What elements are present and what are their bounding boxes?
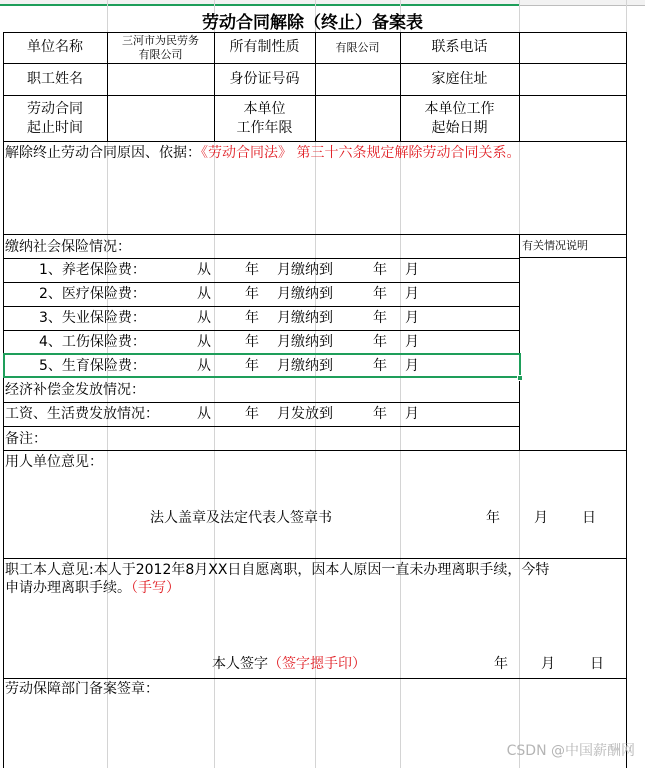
unit-name-value-line1[interactable]: 三河市为民劳务 bbox=[122, 34, 199, 47]
employer-opinion-label: 用人单位意见： bbox=[5, 454, 103, 470]
year-text: 年 bbox=[245, 262, 259, 278]
column-selection-indicator bbox=[0, 4, 520, 6]
border bbox=[3, 678, 626, 679]
wage-name: 工资、生活费发放情况： bbox=[5, 406, 159, 422]
from-text: 从 bbox=[197, 286, 211, 302]
phone-value[interactable] bbox=[520, 34, 625, 62]
employee-signature-label: 本人签字 bbox=[212, 656, 268, 672]
insurance-name: 2、医疗保险费： bbox=[39, 286, 146, 302]
border bbox=[3, 426, 520, 427]
year-text: 年 bbox=[373, 310, 387, 326]
from-text: 从 bbox=[197, 406, 211, 422]
termination-reason-basis: 《劳动合同法》 第三十六条规定解除劳动合同关系。 bbox=[201, 145, 521, 161]
month-paid-to-text: 月缴纳到 bbox=[277, 358, 333, 374]
ownership-value[interactable]: 有限公司 bbox=[335, 41, 380, 54]
form-title: 劳动合同解除（终止）备案表 bbox=[202, 13, 423, 33]
border bbox=[3, 402, 520, 403]
employee-opinion-line2 bbox=[5, 580, 180, 597]
border bbox=[519, 257, 626, 258]
insurance-name: 5、生育保险费： bbox=[39, 358, 146, 374]
termination-reason-label: 解除终止劳动合同原因、依据： bbox=[5, 145, 201, 161]
year-text: 年 bbox=[245, 334, 259, 350]
insurance-name: 1、养老保险费： bbox=[39, 262, 146, 278]
employee-day: 日 bbox=[590, 656, 604, 672]
border bbox=[3, 330, 520, 331]
year-text: 年 bbox=[373, 358, 387, 374]
year-text: 年 bbox=[373, 406, 387, 422]
border bbox=[3, 234, 626, 235]
employer-year: 年 bbox=[486, 510, 500, 526]
start-date-label-line1: 本单位工作 bbox=[424, 101, 495, 117]
employee-opinion-text: 申请办理离职手续。 bbox=[5, 580, 131, 596]
month-paid-to-text: 月缴纳到 bbox=[277, 286, 333, 302]
insurance-name: 4、工伤保险费： bbox=[39, 334, 146, 350]
id-number-value[interactable] bbox=[316, 65, 399, 94]
month-text: 月 bbox=[405, 286, 419, 302]
border bbox=[3, 258, 520, 259]
border bbox=[3, 282, 520, 283]
from-text: 从 bbox=[197, 262, 211, 278]
unit-name-value-line2[interactable]: 有限公司 bbox=[138, 48, 183, 61]
compensation-label: 经济补偿金发放情况： bbox=[5, 382, 145, 398]
month-text: 月 bbox=[405, 406, 419, 422]
year-text: 年 bbox=[245, 286, 259, 302]
notes-column-label: 有关情况说明 bbox=[522, 239, 588, 252]
work-years-label-line2: 工作年限 bbox=[236, 120, 293, 136]
insurance-section-label: 缴纳社会保险情况： bbox=[5, 239, 131, 255]
month-text: 月 bbox=[405, 310, 419, 326]
border bbox=[3, 450, 626, 451]
border bbox=[3, 306, 520, 307]
employee-year: 年 bbox=[494, 656, 508, 672]
contract-period-label-line1: 劳动合同 bbox=[27, 101, 83, 117]
address-value[interactable] bbox=[520, 65, 625, 94]
border bbox=[3, 558, 626, 559]
border bbox=[3, 32, 4, 768]
from-text: 从 bbox=[197, 358, 211, 374]
month-text: 月 bbox=[405, 334, 419, 350]
employer-day: 日 bbox=[582, 510, 596, 526]
employer-signature-text: 法人盖章及法定代表人签章书 bbox=[150, 510, 332, 526]
employer-month: 月 bbox=[534, 510, 548, 526]
work-years-label-line1: 本单位 bbox=[243, 101, 286, 117]
employee-month: 月 bbox=[541, 656, 555, 672]
from-text: 从 bbox=[197, 310, 211, 326]
year-text: 年 bbox=[245, 310, 259, 326]
id-number-label: 身份证号码 bbox=[229, 71, 300, 87]
year-text: 年 bbox=[245, 406, 259, 422]
fill-handle[interactable] bbox=[517, 375, 523, 381]
border bbox=[3, 141, 626, 142]
month-paid-to-text: 月缴纳到 bbox=[277, 262, 333, 278]
month-issued-to-text: 月发放到 bbox=[277, 406, 333, 422]
ownership-label: 所有制性质 bbox=[229, 39, 300, 55]
employee-opinion-line1: 职工本人意见:本人于2012年8月XX日自愿离职，因本人原因一直未办理离职手续，今特 bbox=[5, 562, 550, 578]
staff-name-label: 职工姓名 bbox=[27, 71, 83, 87]
bureau-seal-label: 劳动保障部门备案签章： bbox=[5, 681, 159, 697]
border bbox=[626, 32, 627, 768]
watermark: CSDN @中国薪酬网 bbox=[506, 743, 635, 759]
month-text: 月 bbox=[405, 262, 419, 278]
phone-label: 联系电话 bbox=[431, 39, 488, 55]
address-label: 家庭住址 bbox=[431, 71, 488, 87]
start-date-label-line2: 起始日期 bbox=[431, 120, 488, 136]
remark-label: 备注： bbox=[5, 431, 47, 447]
staff-name-value[interactable] bbox=[108, 65, 213, 94]
signature-note: （签字摁手印） bbox=[268, 656, 366, 672]
year-text: 年 bbox=[373, 334, 387, 350]
contract-period-label-line2: 起止时间 bbox=[27, 120, 83, 136]
selected-cell-highlight[interactable] bbox=[3, 353, 521, 378]
month-paid-to-text: 月缴纳到 bbox=[277, 310, 333, 326]
year-text: 年 bbox=[245, 358, 259, 374]
border bbox=[519, 234, 520, 450]
month-paid-to-text: 月缴纳到 bbox=[277, 334, 333, 350]
insurance-name: 3、失业保险费： bbox=[39, 310, 146, 326]
from-text: 从 bbox=[197, 334, 211, 350]
unit-name-label: 单位名称 bbox=[27, 39, 83, 55]
year-text: 年 bbox=[373, 286, 387, 302]
month-text: 月 bbox=[405, 358, 419, 374]
termination-reason[interactable] bbox=[5, 145, 520, 162]
employee-signature bbox=[212, 656, 366, 673]
handwrite-note: （手写） bbox=[131, 580, 180, 596]
year-text: 年 bbox=[373, 262, 387, 278]
